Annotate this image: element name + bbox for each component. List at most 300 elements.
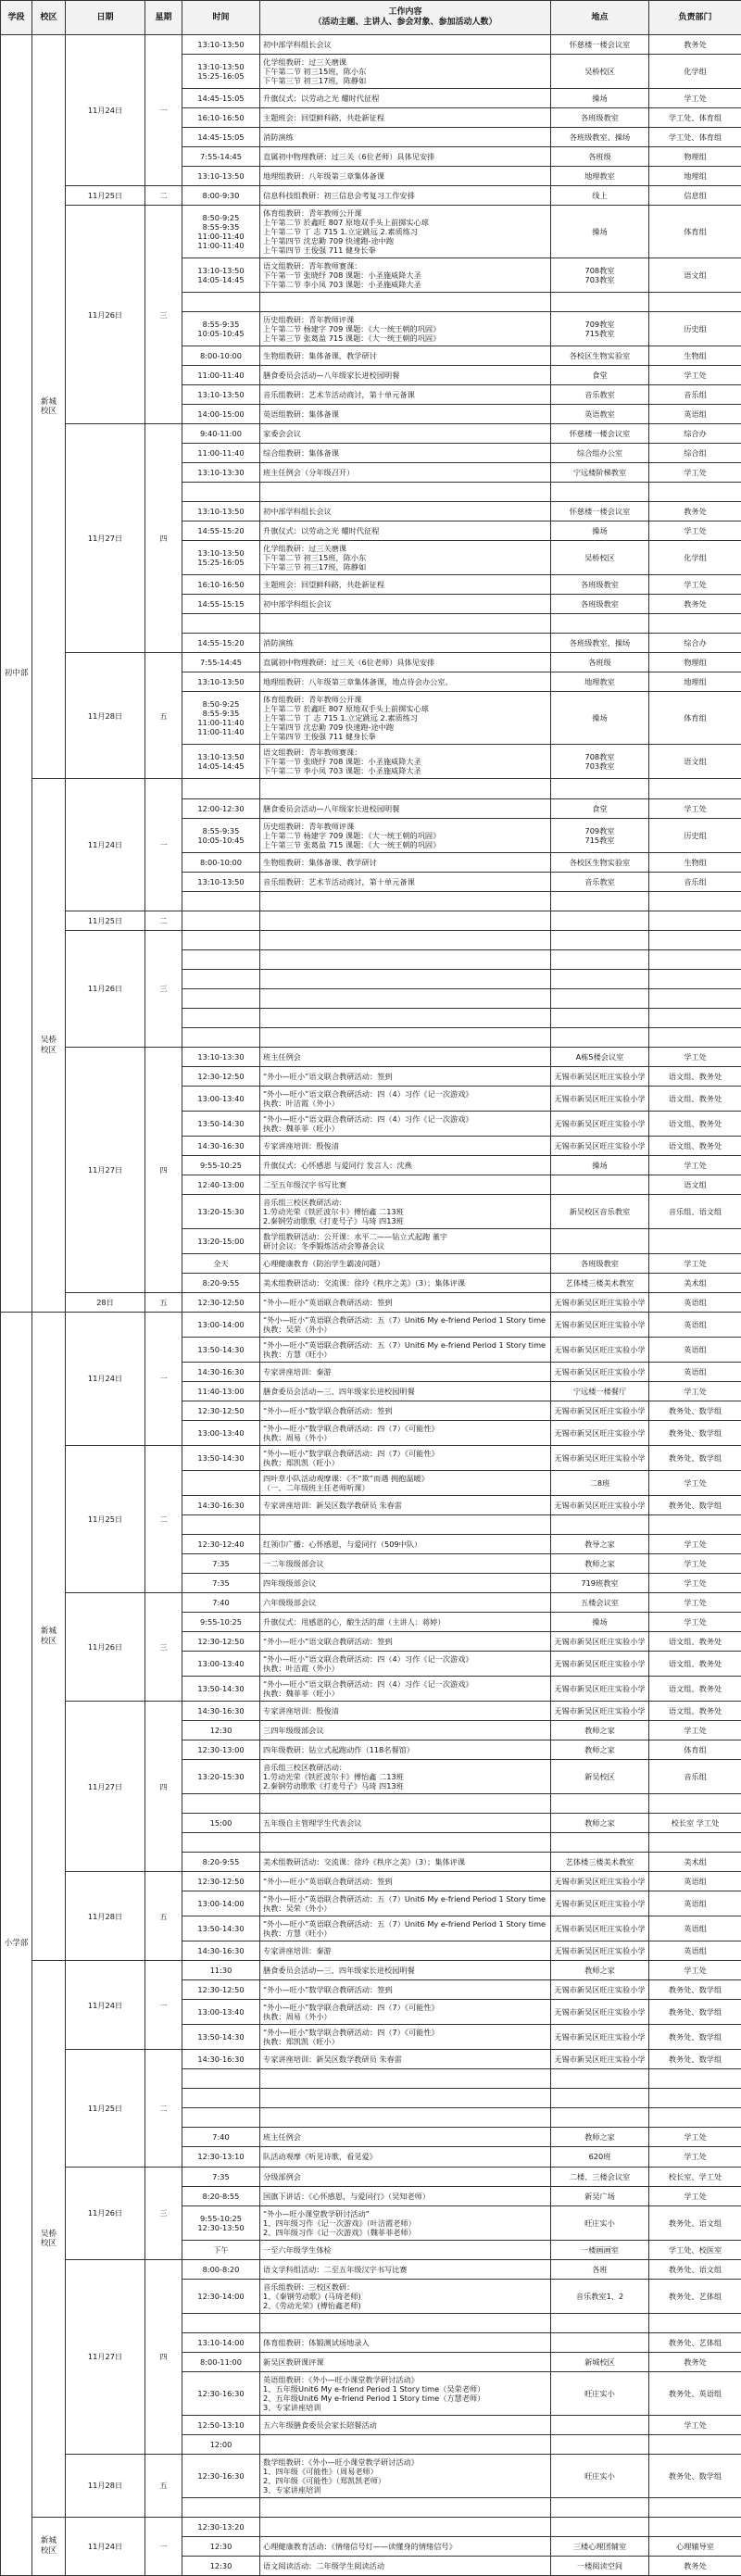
date-cell: 11月28日: [66, 2454, 145, 2517]
owner-cell: 学工处: [649, 1593, 741, 1613]
time-cell: [182, 2313, 260, 2332]
content-cell: [260, 293, 551, 312]
owner-cell: 音乐组: [649, 872, 741, 891]
owner-cell: [649, 1833, 741, 1853]
place-cell: 708教室 703教室: [551, 258, 649, 293]
owner-cell: 音乐组: [649, 385, 741, 405]
content-cell: “外小—旺小”语文联合教研活动：签到: [260, 1066, 551, 1086]
owner-cell: 语文组、教务处: [649, 1652, 741, 1677]
content-cell: 一二年级级部会议: [260, 1554, 551, 1574]
table-row: [1, 1593, 741, 1613]
content-cell: 五六年级膳食委员会家长陪餐活动: [260, 2415, 551, 2434]
header-weekday: 星期: [145, 1, 182, 35]
time-cell: 12:30-16:30: [182, 2371, 260, 2415]
owner-cell: 语文组、教务处: [649, 1702, 741, 1721]
date-cell: 28日: [66, 1292, 145, 1312]
content-cell: 音乐组教研：艺术节活动商讨，第十单元备课: [260, 872, 551, 891]
owner-cell: [649, 1027, 741, 1047]
place-cell: [551, 1515, 649, 1535]
owner-cell: 教务处、数学组: [649, 1420, 741, 1445]
owner-cell: 教务处、数学组: [649, 2050, 741, 2069]
time-cell: 12:30-12:40: [182, 1535, 260, 1554]
owner-cell: 体育组: [649, 692, 741, 745]
time-cell: 11:40-13:00: [182, 1381, 260, 1401]
weekday-cell: 一: [145, 35, 182, 186]
place-cell: 无锡市新吴区旺庄实验小学: [551, 1111, 649, 1136]
owner-cell: [649, 614, 741, 634]
time-cell: 13:10-13:50 15:25-16:05: [182, 541, 260, 575]
place-cell: 地理教室: [551, 672, 649, 692]
date-cell: 11月24日: [66, 2517, 145, 2575]
owner-cell: [649, 2517, 741, 2536]
table-row: [1, 2517, 741, 2536]
place-cell: [551, 2332, 649, 2352]
place-cell: 各校区生物实验室: [551, 346, 649, 366]
place-cell: [551, 1794, 649, 1814]
content-cell: 地理组教研：八年级第三章集体备课: [260, 167, 551, 186]
time-cell: 12:30-12:50: [182, 1401, 260, 1420]
time-cell: 12:30-12:50: [182, 1872, 260, 1891]
time-cell: 8:50-9:25 8:55-9:35 11:00-11:40 11:00-11:40: [182, 206, 260, 258]
time-cell: 7:35: [182, 2167, 260, 2186]
table-row: [1, 779, 741, 798]
time-cell: 9:55-10:25 12:30-13:50: [182, 2205, 260, 2240]
time-cell: [182, 1470, 260, 1495]
time-cell: 12:30: [182, 2556, 260, 2575]
weekday-cell: 五: [145, 1872, 182, 1961]
content-cell: 初中部学科组长会议: [260, 35, 551, 55]
content-cell: 历史组教研：青年教师评课 上午第二节 杨建字 709 课题：《大一统王朝的巩固》 上午第三节 张葛盈 715 课题：《大一统王朝的巩固》: [260, 818, 551, 852]
place-cell: 709教室 715教室: [551, 818, 649, 852]
weekday-cell: 一: [145, 779, 182, 911]
owner-cell: 综合组: [649, 444, 741, 463]
time-cell: 14:00-15:00: [182, 405, 260, 424]
owner-cell: [649, 2069, 741, 2089]
place-cell: 操场: [551, 89, 649, 108]
content-cell: 专家讲座培训：秦游: [260, 1941, 551, 1961]
owner-cell: [649, 2434, 741, 2454]
place-cell: 各班级教室、操场: [551, 634, 649, 653]
content-cell: 音乐组三校区教研活动： 1.劳动光荣《铁匠波尔卡》傅怡鑫 二13班 2.秦钢劳动歌歌《打麦号子》马琦 四13班: [260, 1194, 551, 1228]
time-cell: 13:50-14:30: [182, 1337, 260, 1362]
content-cell: 生物组教研：集体备课、教学研讨: [260, 346, 551, 366]
date-cell: 11月24日: [66, 35, 145, 186]
date-cell: 11月25日: [66, 911, 145, 930]
time-cell: 12:30: [182, 2536, 260, 2556]
owner-cell: 语文组、教务处: [649, 1677, 741, 1702]
time-cell: 13:50-14:30: [182, 1677, 260, 1702]
table-row: [1, 206, 741, 258]
weekday-cell: 四: [145, 2259, 182, 2454]
time-cell: 13:50-14:30: [182, 1111, 260, 1136]
place-cell: 一楼画画室: [551, 2240, 649, 2259]
content-cell: [260, 2313, 551, 2332]
owner-cell: 教务处、英语组: [649, 2371, 741, 2415]
owner-cell: 生物组: [649, 346, 741, 366]
date-cell: 11月28日: [66, 653, 145, 779]
owner-cell: [649, 891, 741, 911]
place-cell: 719班教室: [551, 1574, 649, 1593]
place-cell: [551, 2517, 649, 2536]
time-cell: 8:50-9:25 8:55-9:35 11:00-11:40 11:00-11:40: [182, 692, 260, 745]
owner-cell: [649, 1008, 741, 1027]
content-cell: 膳食委员会活动—三、四年级家长进校园明餐: [260, 1961, 551, 1980]
place-cell: [551, 2497, 649, 2517]
time-cell: [182, 2089, 260, 2108]
content-cell: [260, 2089, 551, 2108]
place-cell: [551, 949, 649, 969]
time-cell: 8:55-9:35 10:05-10:45: [182, 818, 260, 852]
content-cell: 数学组教研活动：公开课：水平二——钻立式起跑 董宇 研讨会议：冬季锻炼活动会筹备会议: [260, 1228, 551, 1253]
content-cell: 专家讲座培训：殷俊清: [260, 1702, 551, 1721]
time-cell: 7:40: [182, 1593, 260, 1613]
time-cell: 12:30-13:10: [182, 2147, 260, 2167]
owner-cell: 教务处、艺体组: [649, 2279, 741, 2313]
place-cell: 二8班: [551, 1470, 649, 1495]
place-cell: 无锡市新吴区旺庄实验小学: [551, 1445, 649, 1470]
time-cell: [182, 1027, 260, 1047]
content-cell: 升旗仪式：以劳动之光 耀时代征程: [260, 521, 551, 541]
content-cell: 主题班会：回望鲜科路，共赴新征程: [260, 575, 551, 595]
content-cell: 家委会会议: [260, 424, 551, 444]
time-cell: 13:10-13:50: [182, 35, 260, 55]
time-cell: 14:30-16:30: [182, 1941, 260, 1961]
time-cell: 9:55-10:25: [182, 1155, 260, 1175]
time-cell: 16:10-16:50: [182, 575, 260, 595]
time-cell: [182, 911, 260, 930]
place-cell: 无锡市新吴区旺庄实验小学: [551, 1066, 649, 1086]
content-cell: [260, 2108, 551, 2128]
content-cell: 地理组教研：八年级第三章集体备课，地点待会办公室。: [260, 672, 551, 692]
place-cell: 一楼阅读空间: [551, 2556, 649, 2575]
owner-cell: 学工处: [649, 1155, 741, 1175]
date-cell: 11月28日: [66, 1872, 145, 1961]
owner-cell: 教务处、语文组: [649, 2205, 741, 2240]
owner-cell: 学工处: [649, 1535, 741, 1554]
owner-cell: [649, 293, 741, 312]
content-cell: 膳食委员会活动—八年级家长进校园明餐: [260, 366, 551, 385]
weekday-cell: 五: [145, 653, 182, 779]
place-cell: 无锡市新吴区旺庄实验小学: [551, 1312, 649, 1337]
content-cell: 膳食委员会活动—八年级家长进校园明餐: [260, 798, 551, 818]
place-cell: [551, 1027, 649, 1047]
content-cell: 心理健康教育（防治学生霸凌问题）: [260, 1253, 551, 1273]
table-row: [1, 930, 741, 949]
owner-cell: [649, 2313, 741, 2332]
place-cell: [551, 1833, 649, 1853]
place-cell: [551, 779, 649, 798]
owner-cell: 英语组: [649, 1941, 741, 1961]
place-cell: 怀慈楼一楼会议室: [551, 35, 649, 55]
content-cell: [260, 2497, 551, 2517]
weekday-cell: 五: [145, 2454, 182, 2517]
owner-cell: 教务处: [649, 502, 741, 521]
date-cell: 11月26日: [66, 2167, 145, 2259]
place-cell: 无锡市新吴区旺庄实验小学: [551, 1337, 649, 1362]
place-cell: [551, 2313, 649, 2332]
place-cell: 教师之家: [551, 2128, 649, 2147]
place-cell: 无锡市新吴区旺庄实验小学: [551, 2000, 649, 2025]
time-cell: 13:00-13:40: [182, 1652, 260, 1677]
weekday-cell: 四: [145, 1702, 182, 1872]
content-cell: 英语组教研：《外小—旺小课堂教学研讨活动》 1、五年级Unit6 My e-friend Period 1 Story time（吴荣老师） 2、五年级Unit6 My e-friend Period 1 Story time（方慧老师） 3、专家讲座培训: [260, 2371, 551, 2415]
owner-cell: 音乐组: [649, 1760, 741, 1794]
owner-cell: 化学组: [649, 55, 741, 89]
content-cell: 化学组教研：过三关磨课 下午第二节 初三15班，陈小东 下午第三节 初三17班，陈静如: [260, 55, 551, 89]
content-cell: “外小—旺小”英语联合教研活动：五（7）Unit6 My e-friend Period 1 Story time 执教：方慧（旺小）: [260, 1916, 551, 1941]
owner-cell: 学工处: [649, 89, 741, 108]
owner-cell: 语文组: [649, 1175, 741, 1194]
place-cell: 各班级教室、操场: [551, 128, 649, 147]
place-cell: 三楼心理团辅室: [551, 2536, 649, 2556]
content-cell: “外小—旺小”语文联合教研活动：四（4）习作《记一次游戏》 执教：叶洁霞（外小）: [260, 1086, 551, 1111]
time-cell: 8:00-8:20: [182, 2259, 260, 2279]
content-cell: “外小—旺小”语文联合教研活动：四（4）习作《记一次游戏》 执教：叶洁霞（外小）: [260, 1652, 551, 1677]
table-row: [1, 911, 741, 930]
date-cell: 11月27日: [66, 2259, 145, 2454]
place-cell: 无锡市新吴区旺庄实验小学: [551, 2025, 649, 2050]
time-cell: 11:30: [182, 1961, 260, 1980]
content-cell: 数学组教研：《外小—旺小课堂教学研讨活动》 1、四年级《可能性》（周易老师） 2、四年级《可能性》（郑凯凯老师） 3、专家讲座培训: [260, 2454, 551, 2497]
place-cell: [551, 2415, 649, 2434]
department-cell: 小学部: [1, 1312, 32, 2575]
owner-cell: 语文组: [649, 745, 741, 779]
time-cell: [182, 891, 260, 911]
content-cell: [260, 930, 551, 949]
owner-cell: 学工处: [649, 1574, 741, 1593]
place-cell: 各校区生物实验室: [551, 852, 649, 872]
table-row: [1, 1292, 741, 1312]
content-cell: 消防演练: [260, 634, 551, 653]
owner-cell: 生物组: [649, 852, 741, 872]
time-cell: 13:00-14:00: [182, 1891, 260, 1916]
owner-cell: 教务处、语文组: [649, 2259, 741, 2279]
place-cell: [551, 1228, 649, 1253]
date-cell: 11月25日: [66, 1445, 145, 1592]
campus-cell: 吴桥 校区: [32, 779, 66, 1312]
owner-cell: 历史组: [649, 312, 741, 346]
owner-cell: 教务处、数学组: [649, 2454, 741, 2497]
owner-cell: 教务处: [649, 2556, 741, 2575]
content-cell: 班主任例会（分年级召开）: [260, 463, 551, 483]
owner-cell: [649, 2497, 741, 2517]
time-cell: 13:10-13:50 14:05-14:45: [182, 258, 260, 293]
time-cell: [182, 1515, 260, 1535]
time-cell: [182, 779, 260, 798]
time-cell: [182, 2108, 260, 2128]
time-cell: 13:10-13:50: [182, 502, 260, 521]
time-cell: 13:00-13:40: [182, 1420, 260, 1445]
time-cell: 13:50-14:30: [182, 1916, 260, 1941]
place-cell: 艺体楼三楼美术教室: [551, 1853, 649, 1872]
owner-cell: 综合办: [649, 634, 741, 653]
content-cell: [260, 891, 551, 911]
owner-cell: 学工处: [649, 366, 741, 385]
content-cell: 语文组教研：青年教师赛课： 下午第一节 张晓纾 708 课题：小圣施威降大圣 下午第二节 李小凤 703 课题：小圣施威降大圣: [260, 258, 551, 293]
owner-cell: 地理组: [649, 672, 741, 692]
content-cell: 化学组教研：过三关磨课 下午第二节 初三15班，陈小东 下午第三节 初三17班，陈静如: [260, 541, 551, 575]
time-cell: [182, 1833, 260, 1853]
owner-cell: [649, 2089, 741, 2108]
content-cell: 班主任例会: [260, 1047, 551, 1066]
time-cell: 14:30-16:30: [182, 1496, 260, 1515]
date-cell: 11月27日: [66, 424, 145, 653]
place-cell: 无锡市新吴区旺庄实验小学: [551, 1916, 649, 1941]
weekday-cell: 三: [145, 206, 182, 424]
time-cell: 13:10-13:30: [182, 463, 260, 483]
time-cell: 12:40-13:00: [182, 1175, 260, 1194]
owner-cell: [649, 2108, 741, 2128]
time-cell: 12:00: [182, 2434, 260, 2454]
content-cell: [260, 483, 551, 502]
owner-cell: 学工处: [649, 2186, 741, 2205]
place-cell: [551, 483, 649, 502]
place-cell: 操场: [551, 1613, 649, 1632]
time-cell: 13:20-15:30: [182, 1760, 260, 1794]
owner-cell: 教务处、艺体组: [649, 2332, 741, 2352]
table-row: [1, 2454, 741, 2497]
place-cell: 709教室 715教室: [551, 312, 649, 346]
owner-cell: 语文组、教务处: [649, 1086, 741, 1111]
place-cell: 教师之家: [551, 1961, 649, 1980]
content-cell: 信息科技组教研：初三信息会考复习工作安排: [260, 186, 551, 206]
content-cell: “外小—旺小”数学联合教研活动：四（7）《可能性》 执教：郑凯凯（旺小）: [260, 1445, 551, 1470]
content-cell: “外小—旺小课堂教学研讨活动” 1、四年级习作《记一次游戏》（叶洁霞老师） 2、四年级习作《记一次游戏》（魏菲菲老师）: [260, 2205, 551, 2240]
time-cell: 11:00-11:40: [182, 366, 260, 385]
time-cell: [182, 949, 260, 969]
time-cell: 12:50-13:10: [182, 2415, 260, 2434]
place-cell: 教导之家: [551, 1535, 649, 1554]
date-cell: 11月26日: [66, 930, 145, 1047]
owner-cell: 英语组: [649, 1362, 741, 1381]
content-cell: 升旗仪式：心怀感恩 与爱同行 发言人：沈燕: [260, 1155, 551, 1175]
place-cell: 食堂: [551, 366, 649, 385]
owner-cell: 教务处: [649, 2352, 741, 2371]
place-cell: [551, 2108, 649, 2128]
time-cell: 13:10-13:50 15:25-16:05: [182, 55, 260, 89]
weekday-cell: 二: [145, 186, 182, 206]
content-cell: 初中部学科组长会议: [260, 595, 551, 614]
place-cell: 各班: [551, 2259, 649, 2279]
content-cell: 升旗仪式：用感恩的心，酿生活的甜（主讲人：蒋婷）: [260, 1613, 551, 1632]
place-cell: 无锡市新吴区旺庄实验小学: [551, 1292, 649, 1312]
time-cell: 15:00: [182, 1814, 260, 1833]
owner-cell: 语文组、教务处: [649, 1136, 741, 1155]
owner-cell: 语文组、教务处: [649, 1632, 741, 1652]
owner-cell: [649, 911, 741, 930]
table-row: [1, 2259, 741, 2279]
content-cell: 五年级自主管理学生代表会议: [260, 1814, 551, 1833]
time-cell: 13:10-13:50: [182, 385, 260, 405]
time-cell: 9:55-10:25: [182, 1613, 260, 1632]
place-cell: 线上: [551, 186, 649, 206]
time-cell: 下午: [182, 2240, 260, 2259]
place-cell: 教师之家: [551, 1554, 649, 1574]
weekday-cell: 一: [145, 1312, 182, 1445]
time-cell: 14:30-16:30: [182, 2050, 260, 2069]
owner-cell: 音乐组、语文组: [649, 1194, 741, 1228]
time-cell: 13:50-14:30: [182, 1445, 260, 1470]
weekday-cell: 四: [145, 424, 182, 653]
owner-cell: 英语组: [649, 1312, 741, 1337]
weekday-cell: 二: [145, 1445, 182, 1592]
table-row: [1, 186, 741, 206]
content-cell: [260, 614, 551, 634]
time-cell: 12:30-13:00: [182, 1740, 260, 1760]
time-cell: 7:55-14:45: [182, 147, 260, 167]
place-cell: 无锡市新吴区旺庄实验小学: [551, 1677, 649, 1702]
owner-cell: 体育组: [649, 1740, 741, 1760]
content-cell: “外小—旺小”英语联合教研活动：五（7）Unit6 My e-friend Period 1 Story time 执教：吴荣（外小）: [260, 1891, 551, 1916]
time-cell: 12:30: [182, 1721, 260, 1740]
owner-cell: [649, 969, 741, 988]
place-cell: 无锡市新吴区旺庄实验小学: [551, 1136, 649, 1155]
place-cell: 宁远楼阶梯教室: [551, 463, 649, 483]
weekday-cell: 五: [145, 1292, 182, 1312]
header-content: 工作内容 （活动主题、主讲人、参会对象、参加活动人数）: [260, 1, 551, 35]
place-cell: 教师之家: [551, 1740, 649, 1760]
content-cell: 心理健康教育活动：《情绪信号灯——读懂身的情绪信号》: [260, 2536, 551, 2556]
time-cell: 13:10-13:30: [182, 1047, 260, 1066]
owner-cell: 教务处: [649, 595, 741, 614]
time-cell: 13:10-14:00: [182, 2332, 260, 2352]
time-cell: 8:55-9:35 10:05-10:45: [182, 312, 260, 346]
place-cell: [551, 1175, 649, 1194]
weekday-cell: 三: [145, 2167, 182, 2259]
department-cell: 初中部: [1, 35, 32, 1313]
content-cell: [260, 2069, 551, 2089]
place-cell: [551, 2069, 649, 2089]
place-cell: 各班级教室: [551, 575, 649, 595]
content-cell: 新吴区教研课评课: [260, 2352, 551, 2371]
content-cell: [260, 969, 551, 988]
table-row: [1, 424, 741, 444]
owner-cell: 英语组: [649, 1292, 741, 1312]
owner-cell: [649, 949, 741, 969]
table-row: [1, 1445, 741, 1470]
place-cell: [551, 293, 649, 312]
owner-cell: [649, 930, 741, 949]
owner-cell: 学工处: [649, 1253, 741, 1273]
time-cell: [182, 1794, 260, 1814]
weekday-cell: 一: [145, 2517, 182, 2575]
owner-cell: 教务处: [649, 35, 741, 55]
place-cell: [551, 911, 649, 930]
time-cell: 13:20-15:00: [182, 1228, 260, 1253]
place-cell: 吴桥校区: [551, 541, 649, 575]
content-cell: 体育组教研：体锻测试场地录入: [260, 2332, 551, 2352]
time-cell: 7:55-14:45: [182, 653, 260, 672]
place-cell: 无锡市新吴区旺庄实验小学: [551, 1872, 649, 1891]
content-cell: 主题班会：回望鲜科路，共赴新征程: [260, 108, 551, 128]
place-cell: 各班级教室: [551, 1253, 649, 1273]
place-cell: [551, 2434, 649, 2454]
owner-cell: 英语组: [649, 1337, 741, 1362]
table-row: [1, 1047, 741, 1066]
weekday-cell: 二: [145, 911, 182, 930]
time-cell: 7:40: [182, 2128, 260, 2147]
content-cell: 体育组教研：青年教师公开课 上午第二节 於鑫旺 807 原地双手头上前掷实心球 上午第二节 丁 志 715 1.立定跳远 2.素质练习 上午第四节 沈忠勤 709 快速跑-途中跑 上午第四节 王俊强 711 健身长拳: [260, 206, 551, 258]
time-cell: 11:00-11:40: [182, 444, 260, 463]
campus-cell: 吴桥 校区: [32, 1961, 66, 2517]
time-cell: 8:20-9:55: [182, 1273, 260, 1292]
date-cell: 11月26日: [66, 1593, 145, 1702]
date-cell: 11月25日: [66, 186, 145, 206]
date-cell: 11月24日: [66, 1312, 145, 1445]
time-cell: 13:10-13:50: [182, 672, 260, 692]
place-cell: [551, 2089, 649, 2108]
place-cell: 食堂: [551, 798, 649, 818]
